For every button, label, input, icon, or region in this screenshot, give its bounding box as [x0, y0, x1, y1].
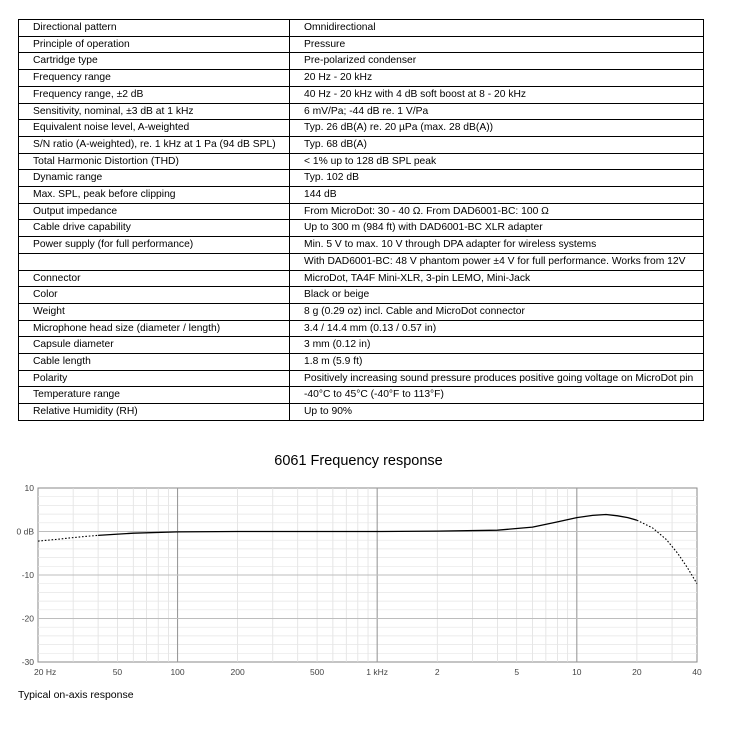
- spec-value: Pressure: [290, 36, 704, 53]
- spec-row: [19, 270, 704, 287]
- spec-value: 144 dB: [290, 187, 704, 204]
- spec-label: [19, 253, 290, 270]
- spec-label: Output impedance: [19, 203, 290, 220]
- spec-row: [19, 103, 704, 120]
- spec-value: Min. 5 V to max. 10 V through DPA adapter for wireless systems: [290, 237, 704, 254]
- spec-value: < 1% up to 128 dB SPL peak: [290, 153, 704, 170]
- spec-label: Equivalent noise level, A-weighted: [19, 120, 290, 137]
- spec-value: 6 mV/Pa; -44 dB re. 1 V/Pa: [290, 103, 704, 120]
- spec-label: Weight: [19, 303, 290, 320]
- spec-label: Principle of operation: [19, 36, 290, 53]
- spec-value: -40°C to 45°C (-40°F to 113°F): [290, 387, 704, 404]
- x-tick-label: 50: [112, 667, 123, 677]
- x-tick-label: 100: [170, 667, 185, 677]
- y-tick-label: -20: [21, 613, 34, 624]
- x-tick-label: 20: [632, 667, 642, 677]
- spec-label: Cable drive capability: [19, 220, 290, 237]
- spec-value: 8 g (0.29 oz) incl. Cable and MicroDot connector: [290, 303, 704, 320]
- spec-value: Positively increasing sound pressure produces positive going voltage on MicroDot pin: [290, 370, 704, 387]
- spec-label: Power supply (for full performance): [19, 237, 290, 254]
- spec-label: Frequency range: [19, 70, 290, 87]
- spec-row: [19, 203, 704, 220]
- spec-label: Total Harmonic Distortion (THD): [19, 153, 290, 170]
- x-tick-label: 5: [514, 667, 520, 677]
- spec-label: Connector: [19, 270, 290, 287]
- spec-label: Dynamic range: [19, 170, 290, 187]
- spec-value: 1.8 m (5.9 ft): [290, 354, 704, 371]
- spec-value: Black or beige: [290, 287, 704, 304]
- spec-label: Frequency range, ±2 dB: [19, 86, 290, 103]
- spec-row: [19, 303, 704, 320]
- spec-value: Omnidirectional: [290, 20, 704, 37]
- frequency-response-chart: [0, 478, 717, 683]
- spec-row: [19, 370, 704, 387]
- spec-value: MicroDot, TA4F Mini-XLR, 3-pin LEMO, Mini-Jack: [290, 270, 704, 287]
- spec-row: [19, 253, 704, 270]
- x-tick-label: 200: [230, 667, 245, 677]
- x-tick-label: 20 Hz: [34, 667, 57, 677]
- spec-value: From MicroDot: 30 - 40 Ω. From DAD6001-BC: 100 Ω: [290, 203, 704, 220]
- spec-label: Cable length: [19, 354, 290, 371]
- spec-row: [19, 404, 704, 421]
- spec-row: [19, 337, 704, 354]
- spec-value: Up to 300 m (984 ft) with DAD6001-BC XLR adapter: [290, 220, 704, 237]
- y-tick-label: -10: [21, 570, 34, 580]
- spec-row: [19, 86, 704, 103]
- spec-row: [19, 237, 704, 254]
- spec-label: Cartridge type: [19, 53, 290, 70]
- spec-label: Capsule diameter: [19, 337, 290, 354]
- spec-label: Temperature range: [19, 387, 290, 404]
- x-tick-label: 2: [434, 667, 440, 677]
- spec-label: Max. SPL, peak before clipping: [19, 187, 290, 204]
- spec-value: 3.4 / 14.4 mm (0.13 / 0.57 in): [290, 320, 704, 337]
- spec-value: 40 Hz - 20 kHz with 4 dB soft boost at 8 - 20 kHz: [290, 86, 704, 103]
- spec-row: [19, 354, 704, 371]
- spec-value: Pre-polarized condenser: [290, 53, 704, 70]
- spec-value: 20 Hz - 20 kHz: [290, 70, 704, 87]
- spec-row: [19, 287, 704, 304]
- spec-label: Sensitivity, nominal, ±3 dB at 1 kHz: [19, 103, 290, 120]
- spec-row: [19, 220, 704, 237]
- x-tick-label: 500: [309, 667, 325, 677]
- chart-caption: Typical on-axis response: [18, 689, 134, 701]
- y-tick-label: 0 dB: [16, 526, 34, 537]
- x-tick-label: 1 kHz: [366, 667, 389, 677]
- spec-value: Typ. 26 dB(A) re. 20 µPa (max. 28 dB(A)): [290, 120, 704, 137]
- spec-row: [19, 320, 704, 337]
- spec-row: [19, 53, 704, 70]
- spec-row: [19, 187, 704, 204]
- spec-label: S/N ratio (A-weighted), re. 1 kHz at 1 Pa (94 dB SPL): [19, 136, 290, 153]
- spec-label: Directional pattern: [19, 20, 290, 37]
- spec-value: Typ. 102 dB: [290, 170, 704, 187]
- spec-row: [19, 387, 704, 404]
- spec-label: Polarity: [19, 370, 290, 387]
- spec-value: Up to 90%: [290, 404, 704, 421]
- spec-row: [19, 120, 704, 137]
- spec-row: [19, 70, 704, 87]
- spec-label: Relative Humidity (RH): [19, 404, 290, 421]
- spec-label: Color: [19, 287, 290, 304]
- spec-value: Typ. 68 dB(A): [290, 136, 704, 153]
- spec-value: 3 mm (0.12 in): [290, 337, 704, 354]
- spec-row: [19, 170, 704, 187]
- spec-row: [19, 36, 704, 53]
- spec-label: Microphone head size (diameter / length): [19, 320, 290, 337]
- x-tick-label: 10: [572, 667, 582, 677]
- spec-row: [19, 136, 704, 153]
- spec-value: With DAD6001-BC: 48 V phantom power ±4 V for full performance. Works from 12V: [290, 253, 704, 270]
- x-tick-label: 40: [692, 667, 702, 677]
- chart-title: 6061 Frequency response: [274, 453, 443, 469]
- spec-row: [19, 20, 704, 37]
- y-tick-label: 10: [24, 483, 34, 493]
- spec-row: [19, 153, 704, 170]
- y-tick-label: -30: [21, 657, 34, 667]
- specifications-table: [18, 19, 704, 421]
